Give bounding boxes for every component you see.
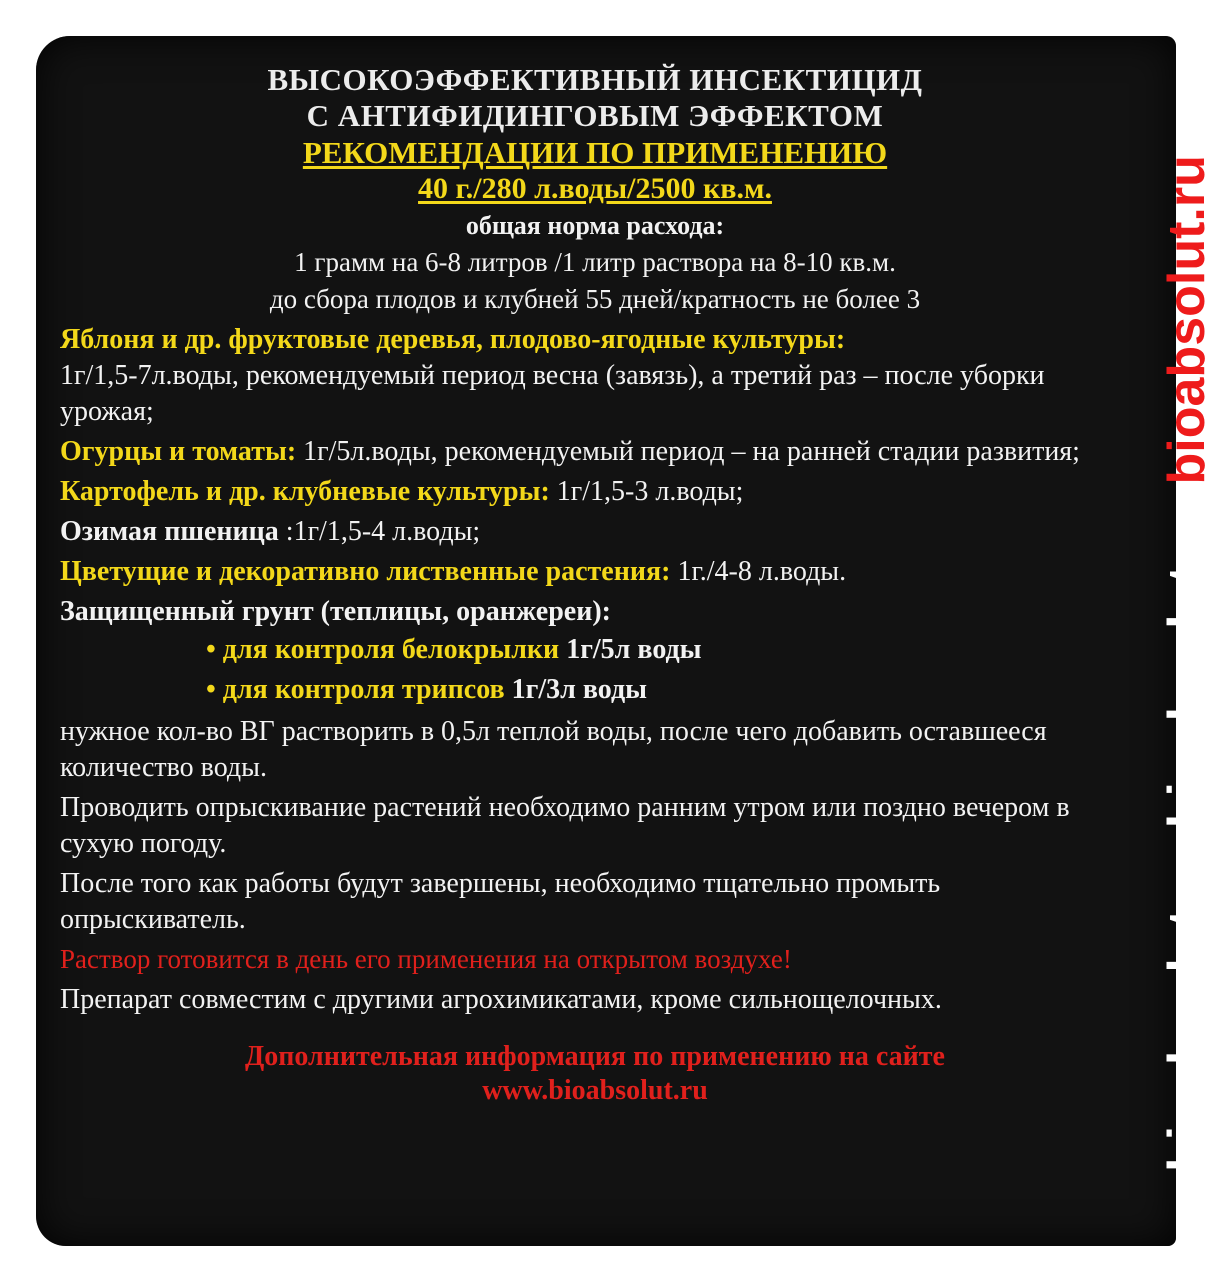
greenhouse-title: Защищенный грунт (теплицы, оранжереи): bbox=[60, 596, 612, 627]
greenhouse-bullet-whitefly bbox=[60, 630, 1130, 670]
crop-name: Озимая пшеница bbox=[60, 516, 279, 547]
bullet-target: • для контроля белокрылки bbox=[206, 634, 560, 665]
instruction-dissolve: нужное кол-во ВГ растворить в 0,5л теплой воды, после чего добавить оставшееся количество воды. bbox=[60, 716, 1047, 783]
bullet-dose: 1г/3л воды bbox=[504, 674, 648, 705]
title-line-1: ВЫСОКОЭФФЕКТИВНЫЙ ИНСЕКТИЦИД bbox=[267, 62, 923, 97]
application-rate: 40 г./280 л.воды/2500 кв.м. bbox=[418, 172, 772, 205]
instruction-spray-time: Проводить опрыскивание растений необходимо ранним утром или поздно вечером в сухую погоду. bbox=[60, 792, 1070, 859]
norm-title: общая норма расхода: bbox=[465, 211, 725, 240]
norm-line-2: до сбора плодов и клубней 55 дней/кратность не более 3 bbox=[269, 284, 921, 314]
crop-cucumber-tomato bbox=[60, 434, 1130, 470]
crop-name: Картофель и др. клубневые культуры: bbox=[60, 476, 550, 507]
greenhouse-bullet-thrips bbox=[60, 670, 1130, 710]
recommendations-heading: РЕКОМЕНДАЦИИ ПО ПРИМЕНЕНИЮ bbox=[302, 135, 888, 170]
footer-info: Дополнительная информация по применению на сайте bbox=[245, 1041, 945, 1072]
crop-name: Яблоня и др. фруктовые деревья, плодово-ягодные культуры: bbox=[60, 324, 846, 355]
crop-dose: 1г./4-8 л.воды. bbox=[670, 556, 847, 587]
instruction-compatibility: Препарат совместим с другими агрохимикатами, кроме сильнощелочных. bbox=[60, 984, 942, 1015]
crop-dose: :1г/1,5-4 л.воды; bbox=[278, 516, 481, 547]
product-label bbox=[36, 36, 1176, 1246]
side-watermark bbox=[1157, 155, 1217, 1172]
watermark-text: bioabsolut.ru bbox=[1158, 484, 1216, 829]
title-line-2: С АНТИФИДИНГОВЫМ ЭФФЕКТОМ bbox=[306, 98, 884, 133]
crop-dose: 1г/1,5-7л.воды, рекомендуемый период весна (завязь), а третий раз – после уборки урожая; bbox=[60, 360, 1045, 427]
bullet-target: • для контроля трипсов bbox=[206, 674, 505, 705]
footer-website: www.bioabsolut.ru bbox=[482, 1075, 708, 1106]
crop-dose: 1г/1,5-3 л.воды; bbox=[549, 476, 744, 507]
crop-apple bbox=[60, 322, 1130, 430]
crop-potato bbox=[60, 474, 1130, 510]
norm-line-1: 1 грамм на 6-8 литров /1 литр раствора на 8-10 кв.м. bbox=[294, 247, 896, 277]
watermark-text-red: bioabsolut.ru bbox=[1158, 155, 1216, 485]
crop-name: Цветущие и декоративно лиственные растения: bbox=[60, 556, 671, 587]
crop-dose: 1г/5л.воды, рекомендуемый период – на ранней стадии развития; bbox=[296, 436, 1080, 467]
watermark-text: bioabsolut.ru bbox=[1158, 828, 1216, 1172]
warning-text: Раствор готовится в день его применения на открытом воздухе! bbox=[60, 944, 792, 974]
crop-flowering bbox=[60, 554, 1130, 590]
crop-name: Огурцы и томаты: bbox=[60, 436, 297, 467]
crop-winter-wheat bbox=[60, 514, 1130, 550]
bullet-dose: 1г/5л воды bbox=[559, 634, 702, 665]
label-content bbox=[60, 62, 1130, 1108]
instruction-rinse: После того как работы будут завершены, необходимо тщательно промыть опрыскиватель. bbox=[60, 868, 941, 935]
